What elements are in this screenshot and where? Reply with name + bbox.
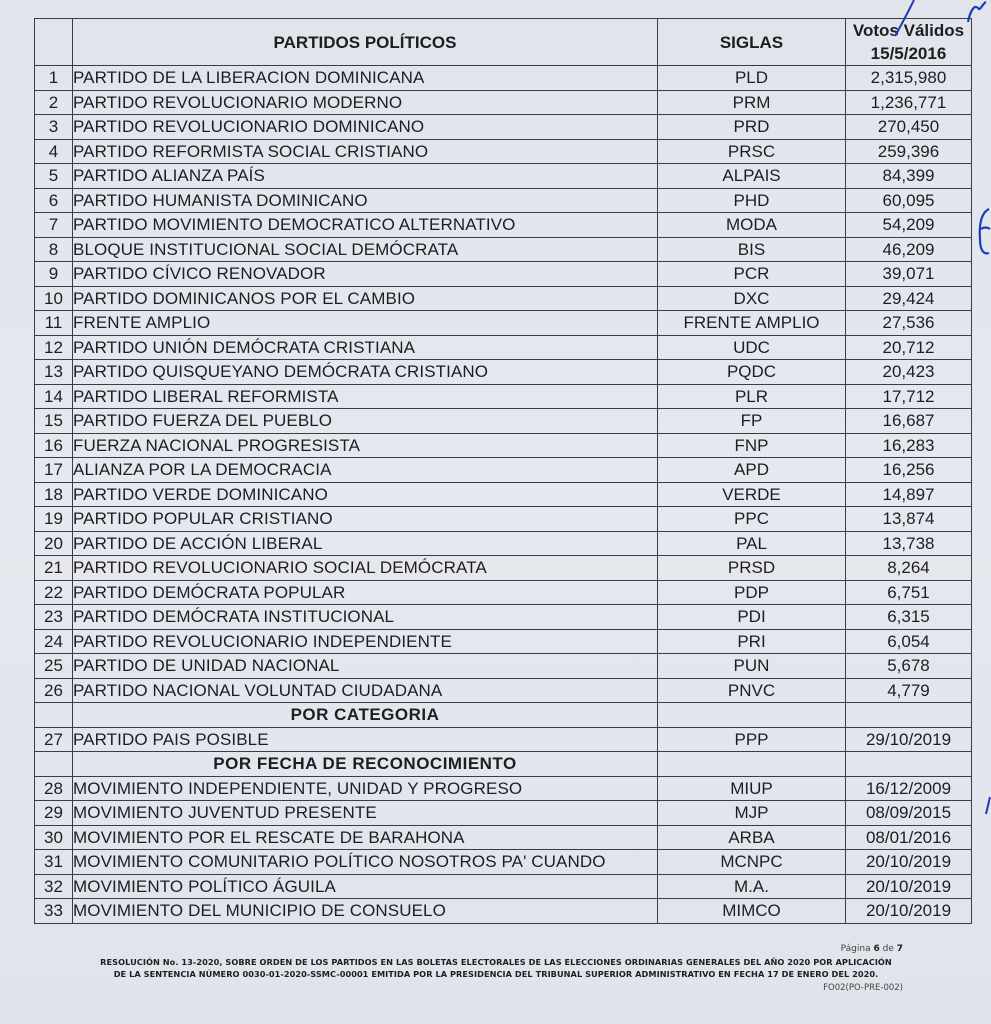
party-sigla: PUN bbox=[658, 654, 846, 679]
table-row bbox=[35, 482, 972, 507]
section-row-fecha bbox=[35, 752, 972, 777]
table-row bbox=[35, 384, 972, 409]
party-value: 84,399 bbox=[846, 164, 972, 189]
party-value: 46,209 bbox=[846, 237, 972, 262]
page-current: 6 bbox=[873, 944, 880, 954]
party-value: 1,236,771 bbox=[846, 90, 972, 115]
row-number: 14 bbox=[35, 384, 73, 409]
party-value: 20,712 bbox=[846, 335, 972, 360]
row-number: 25 bbox=[35, 654, 73, 679]
section-row-categoria bbox=[35, 703, 972, 728]
party-name: PARTIDO LIBERAL REFORMISTA bbox=[73, 384, 658, 409]
table-row bbox=[35, 874, 972, 899]
table-body bbox=[35, 66, 972, 924]
party-sigla: PDI bbox=[658, 605, 846, 630]
page-of: de bbox=[882, 944, 894, 954]
party-value: 13,738 bbox=[846, 531, 972, 556]
row-number: 23 bbox=[35, 605, 73, 630]
party-value: 20/10/2019 bbox=[846, 874, 972, 899]
row-number: 29 bbox=[35, 801, 73, 826]
section-empty-cell bbox=[846, 703, 972, 728]
party-name: PARTIDO POPULAR CRISTIANO bbox=[73, 507, 658, 532]
table-row bbox=[35, 458, 972, 483]
party-sigla: PLD bbox=[658, 66, 846, 91]
party-sigla: PPP bbox=[658, 727, 846, 752]
row-number: 26 bbox=[35, 678, 73, 703]
party-sigla: FNP bbox=[658, 433, 846, 458]
party-value: 20/10/2019 bbox=[846, 899, 972, 924]
party-value: 6,315 bbox=[846, 605, 972, 630]
section-empty-cell bbox=[35, 703, 73, 728]
party-value: 16,256 bbox=[846, 458, 972, 483]
party-sigla: MJP bbox=[658, 801, 846, 826]
party-sigla: PQDC bbox=[658, 360, 846, 385]
party-name: ALIANZA POR LA DEMOCRACIA bbox=[73, 458, 658, 483]
row-number: 19 bbox=[35, 507, 73, 532]
row-number: 13 bbox=[35, 360, 73, 385]
party-value: 270,450 bbox=[846, 115, 972, 140]
party-sigla: UDC bbox=[658, 335, 846, 360]
handwritten-mark-lower bbox=[985, 796, 991, 816]
party-name: PARTIDO DOMINICANOS POR EL CAMBIO bbox=[73, 286, 658, 311]
table-row bbox=[35, 850, 972, 875]
row-number: 24 bbox=[35, 629, 73, 654]
page-total: 7 bbox=[896, 944, 903, 954]
party-value: 6,751 bbox=[846, 580, 972, 605]
table-row bbox=[35, 556, 972, 581]
party-sigla: DXC bbox=[658, 286, 846, 311]
row-number: 32 bbox=[35, 874, 73, 899]
party-name: PARTIDO DE UNIDAD NACIONAL bbox=[73, 654, 658, 679]
row-number: 7 bbox=[35, 213, 73, 238]
party-name: BLOQUE INSTITUCIONAL SOCIAL DEMÓCRATA bbox=[73, 237, 658, 262]
party-sigla: MCNPC bbox=[658, 850, 846, 875]
party-value: 08/01/2016 bbox=[846, 825, 972, 850]
party-value: 4,779 bbox=[846, 678, 972, 703]
party-name: PARTIDO QUISQUEYANO DEMÓCRATA CRISTIANO bbox=[73, 360, 658, 385]
handwritten-mark-middle bbox=[975, 205, 991, 260]
party-value: 29,424 bbox=[846, 286, 972, 311]
party-value: 13,874 bbox=[846, 507, 972, 532]
header-number bbox=[35, 19, 73, 66]
table-row bbox=[35, 188, 972, 213]
table-row bbox=[35, 678, 972, 703]
party-name: PARTIDO VERDE DOMINICANO bbox=[73, 482, 658, 507]
party-sigla: FRENTE AMPLIO bbox=[658, 311, 846, 336]
party-name: PARTIDO HUMANISTA DOMINICANO bbox=[73, 188, 658, 213]
table-row bbox=[35, 139, 972, 164]
party-name: PARTIDO REFORMISTA SOCIAL CRISTIANO bbox=[73, 139, 658, 164]
table-row bbox=[35, 115, 972, 140]
resolution-line-1: RESOLUCIÓN No. 13-2020, SOBRE ORDEN DE LOS PARTIDOS EN LAS BOLETAS ELECTORALES DE LAS ELECCIONES ORDINARIAS GENERALES DEL AÑO 2020 POR APLICACIÓN bbox=[100, 957, 892, 967]
party-sigla: MIMCO bbox=[658, 899, 846, 924]
party-value: 16/12/2009 bbox=[846, 776, 972, 801]
section-empty-cell bbox=[35, 752, 73, 777]
party-sigla: PNVC bbox=[658, 678, 846, 703]
table-row bbox=[35, 899, 972, 924]
row-number: 9 bbox=[35, 262, 73, 287]
table-row bbox=[35, 433, 972, 458]
row-number: 20 bbox=[35, 531, 73, 556]
party-name: PARTIDO MOVIMIENTO DEMOCRATICO ALTERNATIVO bbox=[73, 213, 658, 238]
party-name: PARTIDO REVOLUCIONARIO DOMINICANO bbox=[73, 115, 658, 140]
party-sigla: PRSD bbox=[658, 556, 846, 581]
party-name: MOVIMIENTO DEL MUNICIPIO DE CONSUELO bbox=[73, 899, 658, 924]
row-number: 8 bbox=[35, 237, 73, 262]
party-name: PARTIDO FUERZA DEL PUEBLO bbox=[73, 409, 658, 434]
party-name: PARTIDO CÍVICO RENOVADOR bbox=[73, 262, 658, 287]
header-votos-date: 15/5/2016 bbox=[870, 44, 947, 63]
table-row bbox=[35, 262, 972, 287]
party-name: PARTIDO NACIONAL VOLUNTAD CIUDADANA bbox=[73, 678, 658, 703]
party-sigla: PRSC bbox=[658, 139, 846, 164]
party-sigla: PRD bbox=[658, 115, 846, 140]
page-number bbox=[841, 944, 903, 954]
party-sigla: ALPAIS bbox=[658, 164, 846, 189]
party-sigla: PPC bbox=[658, 507, 846, 532]
row-number: 2 bbox=[35, 90, 73, 115]
header-siglas: SIGLAS bbox=[658, 19, 846, 66]
party-value: 16,687 bbox=[846, 409, 972, 434]
resolution-text bbox=[66, 957, 926, 980]
table-header-row bbox=[35, 19, 972, 66]
party-value: 16,283 bbox=[846, 433, 972, 458]
table-row bbox=[35, 237, 972, 262]
party-sigla: BIS bbox=[658, 237, 846, 262]
table-row bbox=[35, 801, 972, 826]
party-sigla: FP bbox=[658, 409, 846, 434]
table-row bbox=[35, 90, 972, 115]
party-value: 14,897 bbox=[846, 482, 972, 507]
party-sigla: PRI bbox=[658, 629, 846, 654]
table-row bbox=[35, 825, 972, 850]
party-name: PARTIDO DE ACCIÓN LIBERAL bbox=[73, 531, 658, 556]
row-number: 17 bbox=[35, 458, 73, 483]
party-value: 20,423 bbox=[846, 360, 972, 385]
row-number: 18 bbox=[35, 482, 73, 507]
party-value: 08/09/2015 bbox=[846, 801, 972, 826]
row-number: 30 bbox=[35, 825, 73, 850]
row-number: 3 bbox=[35, 115, 73, 140]
form-code: FO02(PO-PRE-002) bbox=[823, 983, 903, 993]
party-sigla: APD bbox=[658, 458, 846, 483]
table-row bbox=[35, 286, 972, 311]
section-title: POR FECHA DE RECONOCIMIENTO bbox=[73, 752, 658, 777]
section-title: POR CATEGORIA bbox=[73, 703, 658, 728]
party-value: 39,071 bbox=[846, 262, 972, 287]
party-value: 17,712 bbox=[846, 384, 972, 409]
table-row bbox=[35, 66, 972, 91]
party-sigla: PAL bbox=[658, 531, 846, 556]
party-name: PARTIDO DEMÓCRATA INSTITUCIONAL bbox=[73, 605, 658, 630]
party-value: 5,678 bbox=[846, 654, 972, 679]
row-number: 31 bbox=[35, 850, 73, 875]
table-row bbox=[35, 629, 972, 654]
party-name: PARTIDO DE LA LIBERACION DOMINICANA bbox=[73, 66, 658, 91]
party-sigla: PRM bbox=[658, 90, 846, 115]
row-number: 22 bbox=[35, 580, 73, 605]
row-number: 15 bbox=[35, 409, 73, 434]
table-row bbox=[35, 776, 972, 801]
party-name: FUERZA NACIONAL PROGRESISTA bbox=[73, 433, 658, 458]
row-number: 16 bbox=[35, 433, 73, 458]
table-row bbox=[35, 311, 972, 336]
row-number: 10 bbox=[35, 286, 73, 311]
party-value: 2,315,980 bbox=[846, 66, 972, 91]
party-value: 6,054 bbox=[846, 629, 972, 654]
party-sigla: VERDE bbox=[658, 482, 846, 507]
row-number: 6 bbox=[35, 188, 73, 213]
row-number: 27 bbox=[35, 727, 73, 752]
party-sigla: MODA bbox=[658, 213, 846, 238]
party-name: PARTIDO REVOLUCIONARIO INDEPENDIENTE bbox=[73, 629, 658, 654]
party-name: PARTIDO REVOLUCIONARIO SOCIAL DEMÓCRATA bbox=[73, 556, 658, 581]
party-sigla: ARBA bbox=[658, 825, 846, 850]
table-row bbox=[35, 409, 972, 434]
header-partidos-politicos: PARTIDOS POLÍTICOS bbox=[73, 19, 658, 66]
party-name: MOVIMIENTO COMUNITARIO POLÍTICO NOSOTROS PA' CUANDO bbox=[73, 850, 658, 875]
section-empty-cell bbox=[658, 752, 846, 777]
table-row bbox=[35, 213, 972, 238]
handwritten-mark-top bbox=[890, 0, 991, 40]
row-number: 21 bbox=[35, 556, 73, 581]
table-row bbox=[35, 335, 972, 360]
table-row bbox=[35, 531, 972, 556]
row-number: 28 bbox=[35, 776, 73, 801]
party-name: PARTIDO UNIÓN DEMÓCRATA CRISTIANA bbox=[73, 335, 658, 360]
party-sigla: MIUP bbox=[658, 776, 846, 801]
party-name: PARTIDO DEMÓCRATA POPULAR bbox=[73, 580, 658, 605]
party-value: 20/10/2019 bbox=[846, 850, 972, 875]
party-value: 29/10/2019 bbox=[846, 727, 972, 752]
party-value: 27,536 bbox=[846, 311, 972, 336]
row-number: 1 bbox=[35, 66, 73, 91]
table-row bbox=[35, 727, 972, 752]
party-name: MOVIMIENTO JUVENTUD PRESENTE bbox=[73, 801, 658, 826]
table-row bbox=[35, 164, 972, 189]
party-name: FRENTE AMPLIO bbox=[73, 311, 658, 336]
parties-table bbox=[34, 18, 972, 924]
party-name: MOVIMIENTO POLÍTICO ÁGUILA bbox=[73, 874, 658, 899]
row-number: 11 bbox=[35, 311, 73, 336]
party-value: 259,396 bbox=[846, 139, 972, 164]
section-empty-cell bbox=[846, 752, 972, 777]
party-sigla: PCR bbox=[658, 262, 846, 287]
party-name: PARTIDO ALIANZA PAÍS bbox=[73, 164, 658, 189]
party-sigla: PLR bbox=[658, 384, 846, 409]
table-row bbox=[35, 507, 972, 532]
row-number: 5 bbox=[35, 164, 73, 189]
party-sigla: PDP bbox=[658, 580, 846, 605]
row-number: 4 bbox=[35, 139, 73, 164]
table-row bbox=[35, 654, 972, 679]
party-name: PARTIDO PAIS POSIBLE bbox=[73, 727, 658, 752]
row-number: 33 bbox=[35, 899, 73, 924]
party-name: PARTIDO REVOLUCIONARIO MODERNO bbox=[73, 90, 658, 115]
party-sigla: M.A. bbox=[658, 874, 846, 899]
party-sigla: PHD bbox=[658, 188, 846, 213]
party-value: 8,264 bbox=[846, 556, 972, 581]
row-number: 12 bbox=[35, 335, 73, 360]
section-empty-cell bbox=[658, 703, 846, 728]
table-row bbox=[35, 605, 972, 630]
table-row bbox=[35, 360, 972, 385]
party-value: 54,209 bbox=[846, 213, 972, 238]
header-votos-label: Votos Válidos bbox=[852, 21, 965, 40]
page-label: Página bbox=[840, 944, 871, 954]
resolution-line-2: DE LA SENTENCIA NÚMERO 0030-01-2020-SSMC-00001 EMITIDA POR LA PRESIDENCIA DEL TRIBUNAL SUPERIOR ADMINISTRATIVO EN FECHA 17 DE ENERO DEL 2020. bbox=[113, 968, 879, 979]
table-row bbox=[35, 580, 972, 605]
party-name: MOVIMIENTO INDEPENDIENTE, UNIDAD Y PROGRESO bbox=[73, 776, 658, 801]
party-name: MOVIMIENTO POR EL RESCATE DE BARAHONA bbox=[73, 825, 658, 850]
party-value: 60,095 bbox=[846, 188, 972, 213]
